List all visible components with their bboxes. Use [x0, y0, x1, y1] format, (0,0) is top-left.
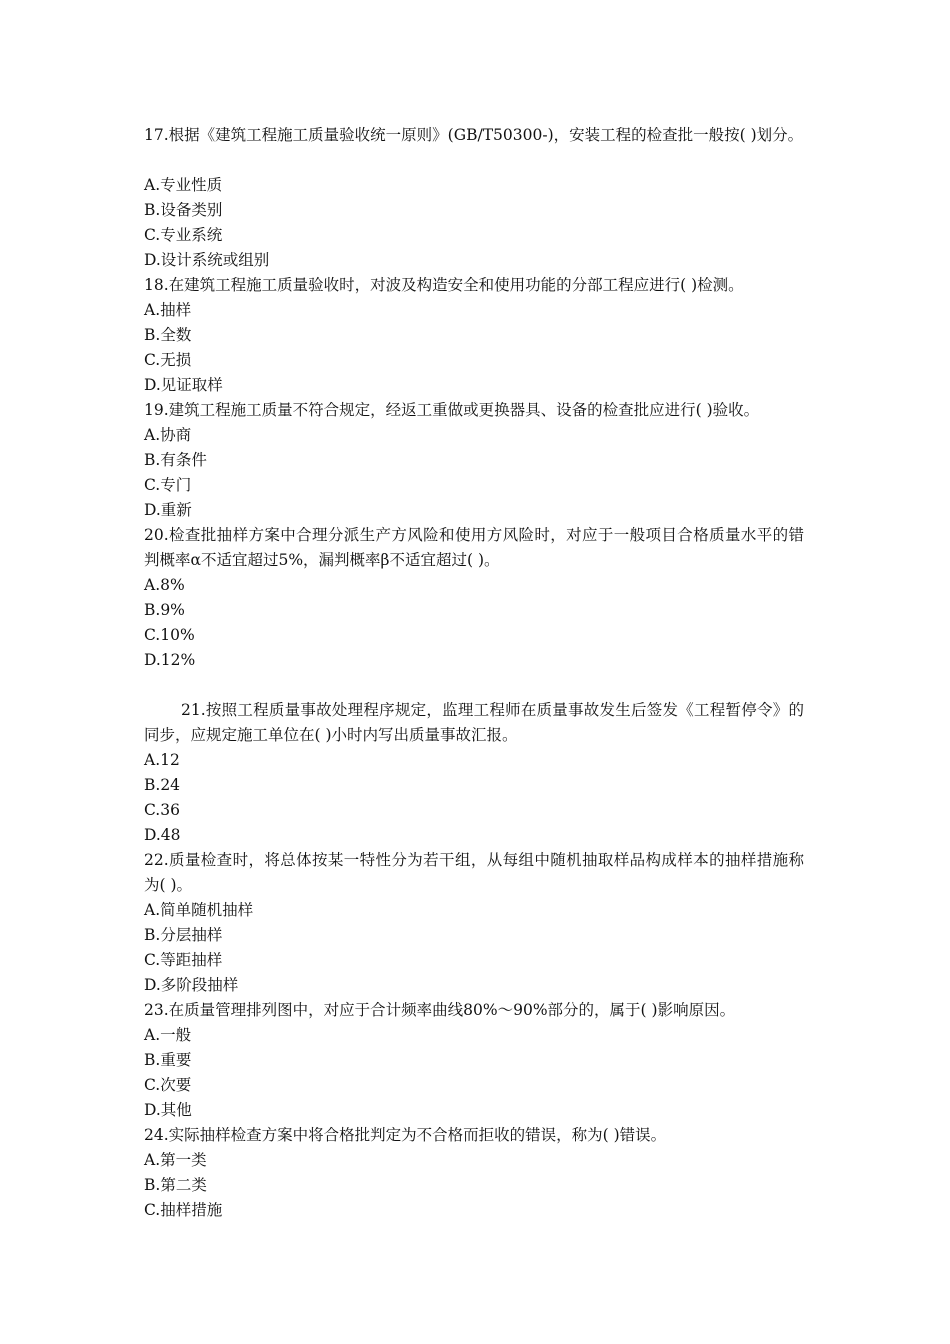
option-d: D.设计系统或组别	[144, 251, 270, 269]
option-a: A.12	[144, 751, 180, 769]
option-b: B.有条件	[144, 451, 207, 469]
question-22	[144, 848, 804, 998]
question-stem: 19.建筑工程施工质量不符合规定，经返工重做或更换器具、设备的检查批应进行( )验收。	[144, 401, 760, 419]
option-c: C.无损	[144, 351, 192, 369]
option-a: A.专业性质	[144, 176, 223, 194]
question-stem: 17.根据《建筑工程施工质量验收统一原则》(GB/T50300-)，安装工程的检查批一般按( )划分。	[144, 126, 804, 144]
option-b: B.分层抽样	[144, 926, 223, 944]
option-a: A.第一类	[144, 1151, 207, 1169]
option-d: D.12%	[144, 651, 196, 669]
question-23	[144, 998, 804, 1123]
question-stem: 18.在建筑工程施工质量验收时，对波及构造安全和使用功能的分部工程应进行( )检测。	[144, 276, 744, 294]
question-18	[144, 273, 804, 398]
question-19	[144, 398, 804, 523]
option-b: B.重要	[144, 1051, 192, 1069]
option-c: C.专业系统	[144, 226, 223, 244]
question-17	[144, 123, 804, 273]
question-24	[144, 1123, 804, 1223]
option-b: B.24	[144, 776, 181, 794]
option-a: A.简单随机抽样	[144, 901, 254, 919]
option-c: C.抽样措施	[144, 1201, 223, 1219]
option-c: C.专门	[144, 476, 192, 494]
question-21	[144, 698, 804, 848]
option-d: D.其他	[144, 1101, 192, 1119]
question-stem: 22.质量检查时，将总体按某一特性分为若干组，从每组中随机抽取样品构成样本的抽样措施称为( )。	[144, 851, 804, 894]
option-d: D.48	[144, 826, 181, 844]
option-d: D.见证取样	[144, 376, 223, 394]
option-b: B.9%	[144, 601, 185, 619]
option-a: A.一般	[144, 1026, 192, 1044]
document-page	[144, 123, 804, 1223]
option-b: B.第二类	[144, 1176, 207, 1194]
blank-line	[144, 673, 804, 698]
option-b: B.设备类别	[144, 201, 223, 219]
option-a: A.抽样	[144, 301, 192, 319]
option-c: C.10%	[144, 626, 195, 644]
question-20	[144, 523, 804, 673]
question-stem: 24.实际抽样检查方案中将合格批判定为不合格而拒收的错误，称为( )错误。	[144, 1126, 667, 1144]
question-stem: 21.按照工程质量事故处理程序规定，监理工程师在质量事故发生后签发《工程暂停令》的同步，应规定施工单位在( )小时内写出质量事故汇报。	[144, 701, 804, 744]
option-d: D.重新	[144, 501, 192, 519]
option-a: A.8%	[144, 576, 185, 594]
question-stem: 23.在质量管理排列图中，对应于合计频率曲线80%～90%部分的，属于( )影响原因。	[144, 1001, 736, 1019]
option-c: C.次要	[144, 1076, 192, 1094]
option-c: C.36	[144, 801, 180, 819]
option-d: D.多阶段抽样	[144, 976, 239, 994]
option-c: C.等距抽样	[144, 951, 223, 969]
option-a: A.协商	[144, 426, 192, 444]
option-b: B.全数	[144, 326, 192, 344]
question-stem: 20.检查批抽样方案中合理分派生产方风险和使用方风险时，对应于一般项目合格质量水平的错判概率α不适宜超过5%，漏判概率β不适宜超过( )。	[144, 526, 804, 569]
